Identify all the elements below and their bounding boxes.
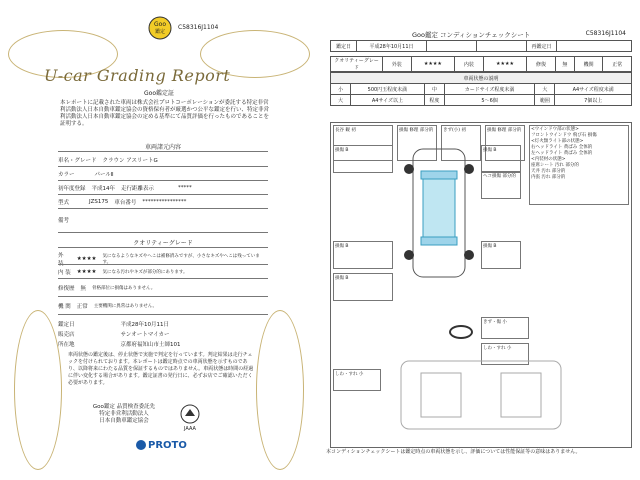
vehicle-year-row (58, 184, 268, 192)
label: 走行距離表示 (121, 186, 155, 192)
vehicle-model-row (58, 198, 268, 206)
svg-text:鑑定: 鑑定 (154, 29, 166, 35)
description: 骨格部位に損傷はありません。 (92, 286, 156, 291)
cell: 小 (331, 84, 351, 95)
description: 気になる汚れやキズが部分的にあります。 (102, 270, 188, 275)
car-diagram (330, 122, 632, 448)
value: 京都府福知山市土師101 (120, 342, 181, 348)
sheet-footer: 本コンディションチェックシートは鑑定時点の車両状態を示し、評価については性能保証等の意味はありません。 (326, 449, 581, 455)
stars: ★★★★ (76, 269, 97, 275)
panel-box: 損傷 B (333, 145, 393, 173)
notes-title: <ウインドウ部の状態> (531, 127, 579, 132)
grade-table (330, 56, 632, 72)
description: 気になるようなキズやへこは補修済みですが、小さなキズやへこは残っています。 (102, 254, 260, 265)
ornament-bottom-left (14, 310, 62, 470)
divider (58, 166, 268, 167)
cell: 機関 (574, 57, 603, 72)
note: <内装材の状態> (531, 157, 566, 162)
sheet-title: Goo鑑定 コンディションチェックシート (412, 31, 531, 39)
value: **************** (142, 199, 187, 205)
issuer-line: Goo鑑定 品質検査委託先 (92, 404, 156, 410)
label: カラー (58, 172, 75, 178)
date-row (58, 320, 268, 328)
vehicle-color-row (58, 170, 268, 178)
cell: 中 (424, 84, 444, 95)
cell (477, 41, 527, 52)
label: 内 装 (58, 270, 71, 276)
label: 修復歴 (58, 286, 75, 292)
cell: 範囲 (535, 95, 555, 106)
cell: 無 (555, 57, 574, 72)
panel-box: 損傷 B (333, 241, 393, 269)
car-topview-icon (399, 143, 479, 283)
label: 備考 (58, 218, 70, 224)
panel-box: ヘコ損傷 部分的 (481, 171, 521, 199)
cell: 大 (535, 84, 555, 95)
cert-number: C58316J1104 (178, 24, 219, 31)
dealer-row (58, 330, 268, 338)
label: 販売店 (58, 332, 75, 338)
panel-box: 損傷 B (481, 241, 521, 269)
issuer (84, 404, 164, 425)
jaaa-emblem-icon (180, 404, 200, 424)
value: 正常 (76, 304, 88, 310)
panel-box: 損傷 修理 部分的 (397, 125, 437, 161)
intro-text: 本レポートに記載された車両は株式会社プロトコーポレーションが委託する特定非営利活動法人日本自動車鑑定協会の資格保有者が厳選かつ公平な鑑定を行い、特定非営利活動法人日本自動車鑑定協会の定める基準にて品質評価を行ったものであることを証明する。 (60, 100, 270, 127)
quality-repair-row (58, 284, 268, 292)
cell: 程度 (424, 95, 444, 106)
panel-box: 損傷 B (333, 273, 393, 301)
cell: 外装 (383, 57, 412, 72)
cell: 内装 (455, 57, 484, 72)
jaaa-label: JAAA (184, 426, 196, 432)
cell: ★★★★ (411, 57, 455, 72)
note: 左ヘッドライト 黄ばみ 全体的 (531, 151, 593, 156)
address-row (58, 340, 268, 348)
value: サンオートマイカー (120, 332, 170, 338)
sheet-cert-number: C58316J1104 (585, 30, 626, 37)
proto-logo (136, 440, 187, 451)
jaaa-logo (176, 404, 204, 434)
quality-section-title: クオリティーグレード (133, 240, 193, 247)
proto-label: PROTO (148, 440, 187, 451)
report-title: U-car Grading Report (44, 66, 231, 85)
cell: 鑑定日 (331, 41, 357, 52)
cell: 500円玉程度未満 (351, 84, 425, 95)
divider (58, 314, 268, 315)
car-interior-icon (391, 355, 571, 435)
divider (58, 247, 268, 248)
cell: 5～6個 (444, 95, 535, 106)
cell: 平成28年10月11日 (357, 41, 427, 52)
cell: A4サイズ程度未満 (555, 84, 632, 95)
wear-box: しわ・すれ 小 (333, 369, 381, 391)
cell: 7個以上 (555, 95, 632, 106)
cell (427, 41, 477, 52)
panel-box: きず(小) 初 (441, 125, 481, 161)
cell (557, 41, 632, 52)
label: 鑑定日 (58, 322, 75, 328)
issuer-line: 特定非営利活動法人 (99, 411, 149, 417)
stars: ★★★★ (76, 256, 97, 262)
note: フロントウインドウ 飛び石 損傷 (531, 133, 597, 138)
note: 内張 汚れ 部分的 (531, 175, 566, 180)
status-head: 車両状態の説明 (331, 73, 632, 84)
cell: 大 (331, 95, 351, 106)
value: ***** (178, 185, 192, 191)
value: 無 (80, 286, 87, 292)
cell: 正常 (603, 57, 632, 72)
description: 主要機関に異常はありません。 (93, 304, 158, 309)
vehicle-section-title: 車両諸元内容 (144, 144, 181, 151)
steering-wheel-icon (449, 325, 473, 339)
status-table (330, 72, 632, 106)
vehicle-remarks-row (58, 216, 268, 224)
issuer-line: 日本自動車鑑定協会 (99, 418, 149, 424)
panel-box: 損傷 修理 部分的 (485, 125, 525, 161)
label: 外 装 (58, 253, 64, 267)
quality-interior-row (58, 268, 268, 276)
panel-box: 長谷 観 初 (333, 125, 393, 161)
label: 初年度登録 (58, 186, 86, 192)
note: 天井 汚れ 部分的 (531, 169, 566, 174)
cell: ★★★★ (483, 57, 527, 72)
svg-text:Goo: Goo (154, 21, 166, 28)
value: 平成14年 (91, 186, 116, 192)
cell: カードサイズ程度未満 (444, 84, 535, 95)
cell: 再鑑定日 (527, 41, 557, 52)
report-subtitle: Goo鑑定証 (144, 90, 174, 97)
value: 平成28年10月11日 (120, 322, 170, 328)
date-table (330, 40, 632, 52)
panel-box: 損傷 B (481, 145, 521, 173)
wear-box: きず・傷 小 (481, 317, 529, 339)
note: <灯火類ライト部の状態> (531, 139, 584, 144)
label: 車名・グレード (58, 158, 97, 164)
grading-report (0, 0, 318, 480)
label: 型式 (58, 200, 70, 206)
value: JZS175 (89, 199, 109, 205)
goo-logo (148, 16, 172, 40)
label: 車台番号 (114, 200, 137, 206)
disclaimer-text: 車両状態の鑑定後は、停止状態で実施で判定を行っています。判定結果は走行チェックを付けられております。本レポートは鑑定時点での車両状態を示すものであり、以降将来にわたる品質を保証するものではありません。車両状態は時間の経過に伴い変化する場合があります。鑑定証書の発行日に、必ずお店でご確認いただく必要があります。 (68, 352, 254, 386)
divider (58, 208, 268, 209)
divider (58, 296, 268, 297)
note: 座席シート 汚れ 部分的 (531, 163, 579, 168)
divider (58, 194, 268, 195)
notes-box (529, 125, 629, 205)
cell: クオリティーグレード (331, 57, 383, 72)
divider (58, 264, 268, 265)
label: 機 関 (58, 304, 71, 310)
value: パールⅡ (94, 172, 114, 178)
wear-box: しわ・すれ 小 (481, 343, 529, 365)
divider (58, 180, 268, 181)
quality-mechanical-row (58, 302, 268, 310)
vehicle-name-row (58, 156, 268, 164)
value: クラウン アスリートG (102, 158, 158, 164)
condition-sheet (322, 0, 640, 480)
divider (58, 232, 268, 233)
divider (58, 278, 268, 279)
cell: A4サイズ以上 (351, 95, 425, 106)
proto-emblem-icon (136, 440, 146, 450)
cell: 修復 (527, 57, 556, 72)
note: 右ヘッドライト 黄ばみ 全体的 (531, 145, 593, 150)
divider (58, 151, 268, 152)
label: 所在地 (58, 342, 75, 348)
